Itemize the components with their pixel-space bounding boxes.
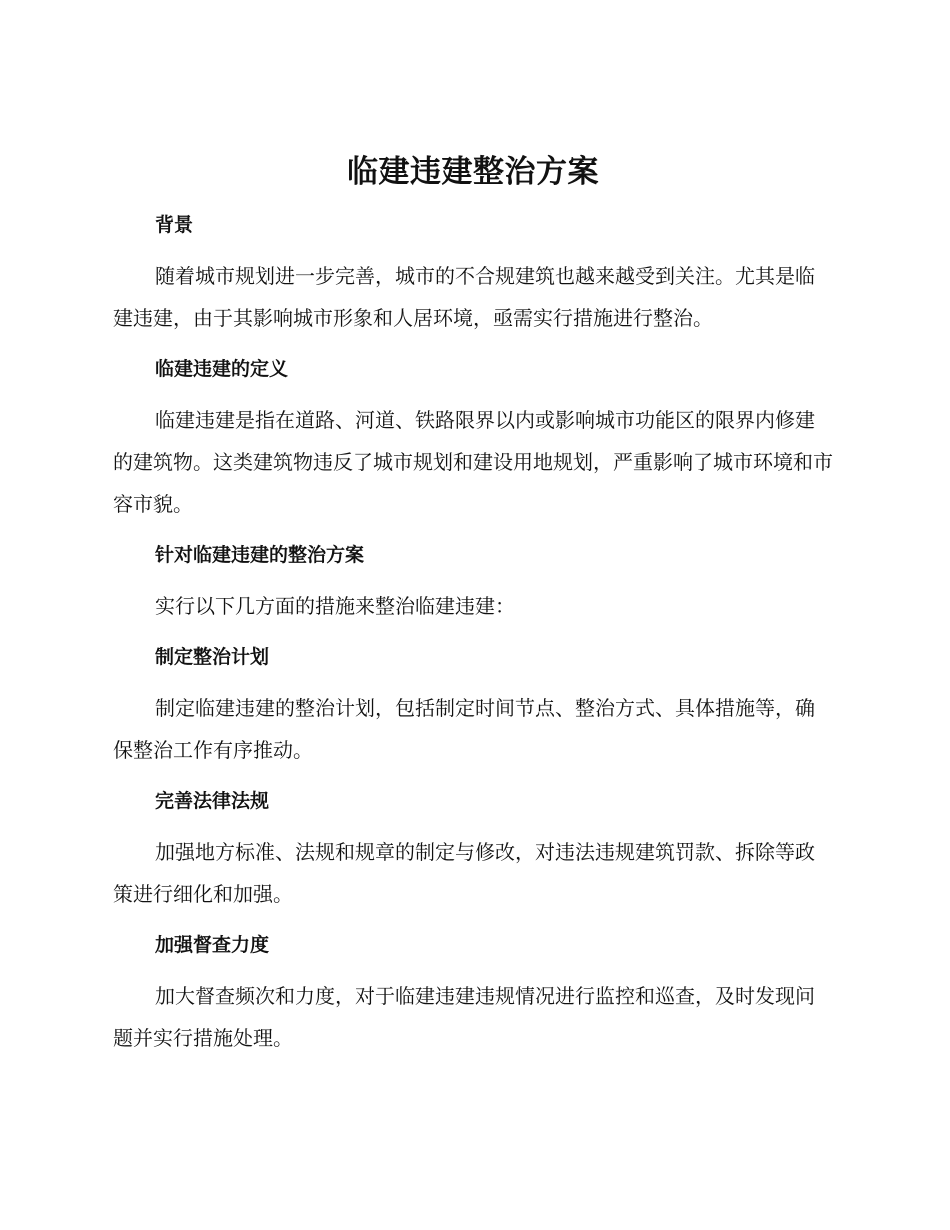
section-heading-background: 背景: [155, 214, 194, 236]
section-heading-supervision: 加强督查力度: [155, 934, 270, 956]
section-paragraph-laws: 加强地方标准、法规和规章的制定与修改，对违法违规建筑罚款、拆除等政策进行细化和加强。: [113, 840, 815, 906]
section-paragraph-plan: 实行以下几方面的措施来整治临建违建：: [155, 594, 515, 618]
section-heading-laws: 完善法律法规: [155, 790, 270, 812]
section-paragraph-background: 随着城市规划进一步完善，城市的不合规建筑也越来越受到关注。尤其是临建违建，由于其影响城市形象和人居环境，亟需实行措施进行整治。: [113, 264, 815, 330]
section-heading-definition: 临建违建的定义: [155, 358, 289, 380]
section-heading-plan: 针对临建违建的整治方案: [155, 544, 365, 566]
section-paragraph-definition: 临建违建是指在道路、河道、铁路限界以内或影响城市功能区的限界内修建的建筑物。这类建筑物违反了城市规划和建设用地规划，严重影响了城市环境和市容市貌。: [113, 408, 833, 516]
section-paragraph-supervision: 加大督查频次和力度，对于临建违建违规情况进行监控和巡查，及时发现问题并实行措施处理。: [113, 984, 815, 1050]
section-heading-schedule: 制定整治计划: [155, 646, 270, 668]
section-paragraph-schedule: 制定临建违建的整治计划，包括制定时间节点、整治方式、具体措施等，确保整治工作有序推动。: [113, 696, 815, 762]
document-content: [113, 150, 833, 1059]
document-title: 临建违建整治方案: [347, 154, 599, 190]
